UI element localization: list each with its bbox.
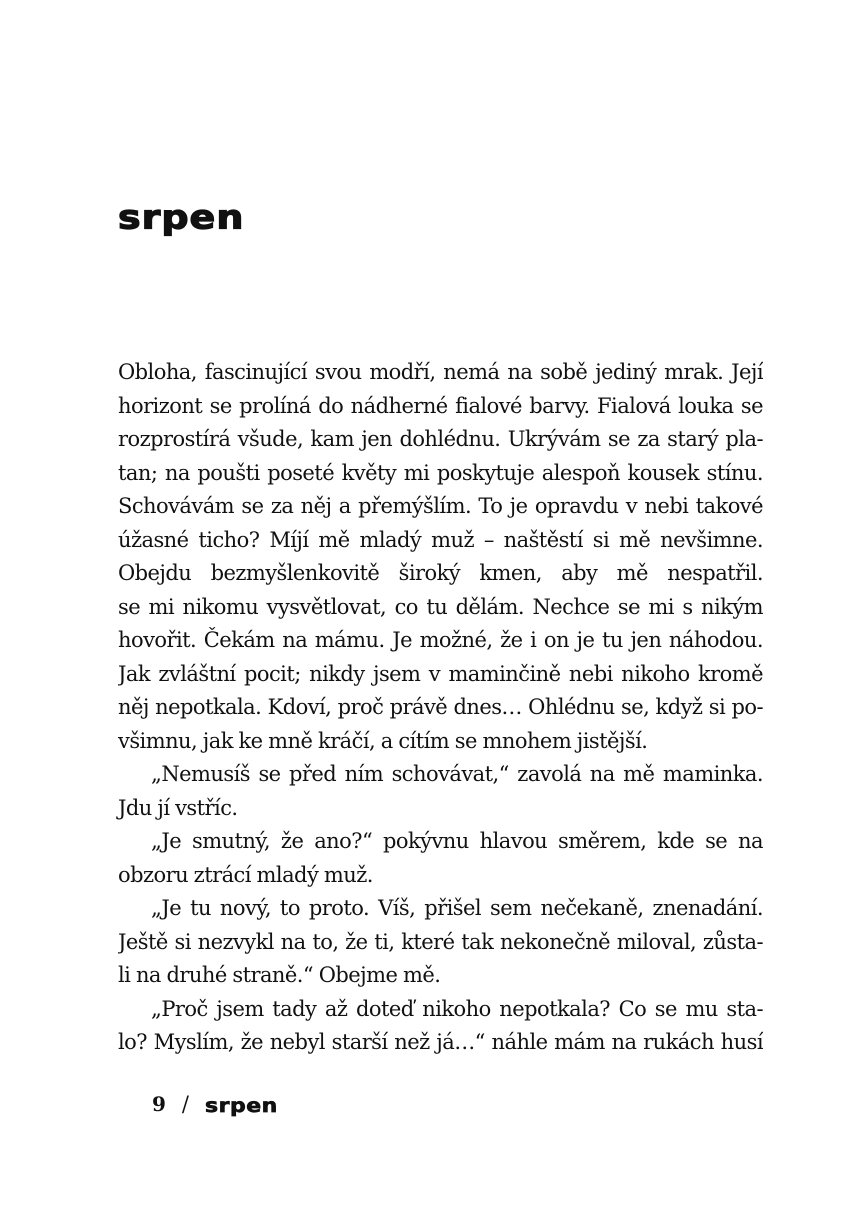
text-line: Jdu jí vstříc.: [118, 795, 238, 820]
text-line: „Proč jsem tady až doteď nikoho nepotkala? Co se mu sta-: [151, 996, 763, 1021]
body-text: [118, 356, 763, 1060]
text-line: tan; na poušti poseté květy mi poskytuje alespoň kousek stínu.: [118, 460, 763, 485]
text-line: Jak zvláštní pocit; nikdy jsem v maminčině nebi nikoho kromě: [118, 661, 763, 686]
text-line: něj nepotkala. Kdoví, proč právě dnes… Ohlédnu se, když si po-: [118, 695, 763, 719]
text-line: Ještě si nezvykl na to, že ti, které tak nekonečně miloval, zůsta-: [118, 929, 763, 954]
text-line: lo? Myslím, že nebyl starší než já…“ náhle mám na rukách husí: [118, 1030, 763, 1054]
page-footer: [152, 1092, 278, 1117]
text-line: „Je smutný, že ano?“ pokývnu hlavou směrem, kde se na: [151, 829, 763, 853]
text-line: všimnu, jak ke mně kráčí, a cítím se mnohem jistější.: [118, 728, 648, 753]
text-line: Schovávám se za něj a přemýšlím. To je opravdu v nebi takové: [118, 494, 763, 518]
text-line: hovořit. Čekám na mámu. Je možné, že i on je tu jen náhodou.: [118, 628, 763, 652]
text-line: Obejdu bezmyšlenkovitě široký kmen, aby mě nespatřil.: [118, 561, 763, 585]
chapter-title: srpen: [118, 198, 245, 237]
text-line: „Nemusíš se před ním schovávat,“ zavolá na mě maminka.: [151, 762, 763, 786]
text-line: úžasné ticho? Míjí mě mladý muž – naštěstí si mě nevšimne.: [118, 527, 763, 552]
footer-separator: /: [181, 1092, 189, 1116]
text-line: Obloha, fascinující svou modří, nemá na sobě jediný mrak. Její: [118, 360, 763, 384]
text-line: se mi nikomu vysvětlovat, co tu dělám. Nechce se mi s nikým: [118, 594, 763, 619]
text-line: „Je tu nový, to proto. Víš, přišel sem nečekaně, znenadání.: [151, 896, 763, 920]
text-line: obzoru ztrácí mladý muž.: [118, 862, 373, 887]
text-line: rozprostírá všude, kam jen dohlédnu. Ukrývám se za starý pla-: [118, 427, 763, 451]
page-number: 9: [152, 1092, 166, 1116]
text-line: horizont se prolíná do nádherné fialové barvy. Fialová louka se: [118, 393, 763, 418]
running-title: srpen: [205, 1095, 278, 1117]
text-line: li na druhé straně.“ Obejme mě.: [118, 963, 441, 987]
